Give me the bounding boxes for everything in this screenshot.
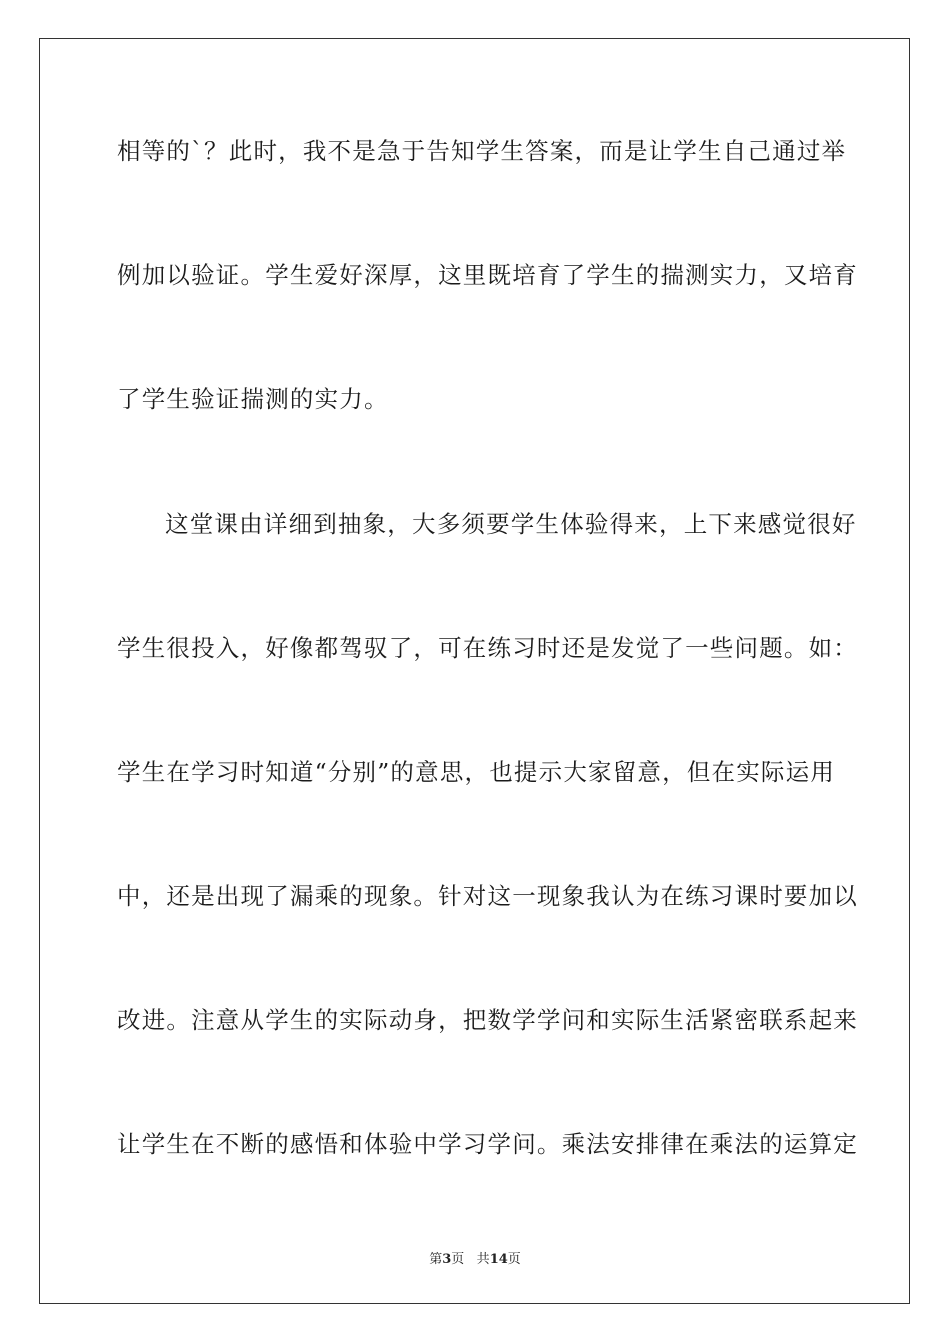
footer-page-suffix: 页 bbox=[451, 1252, 465, 1267]
page-border bbox=[39, 38, 910, 1304]
page-footer bbox=[0, 1248, 950, 1267]
footer-total-suffix: 页 bbox=[507, 1252, 521, 1267]
text-line-3: 了学生验证揣测的实力。 bbox=[117, 385, 389, 413]
text-line-7: 中，还是出现了漏乘的现象。针对这一现象我认为在练习课时要加以 bbox=[117, 882, 858, 910]
paragraph-start-line: 这堂课由详细到抽象，大多须要学生体验得来，上下来感觉很好 bbox=[165, 510, 857, 538]
footer-total-prefix: 共 bbox=[476, 1252, 490, 1267]
text-line-8: 改进。注意从学生的实际动身，把数学学问和实际生活紧密联系起来 bbox=[117, 1006, 858, 1034]
text-line-6: 学生在学习时知道“分别”的意思，也提示大家留意，但在实际运用 bbox=[117, 758, 836, 786]
text-line-5: 学生很投入，好像都驾驭了，可在练习时还是发觉了一些问题。如： bbox=[117, 634, 858, 662]
footer-page-prefix: 第 bbox=[429, 1252, 443, 1267]
footer-page-number: 3 bbox=[442, 1252, 452, 1267]
text-line-9: 让学生在不断的感悟和体验中学习学问。乘法安排律在乘法的运算定 bbox=[117, 1130, 858, 1158]
text-line-1: 相等的`？此时，我不是急于告知学生答案，而是让学生自己通过举 bbox=[117, 137, 847, 165]
text-line-2: 例加以验证。学生爱好深厚，这里既培育了学生的揣测实力，又培育 bbox=[117, 261, 858, 289]
footer-total-pages: 14 bbox=[489, 1252, 508, 1267]
